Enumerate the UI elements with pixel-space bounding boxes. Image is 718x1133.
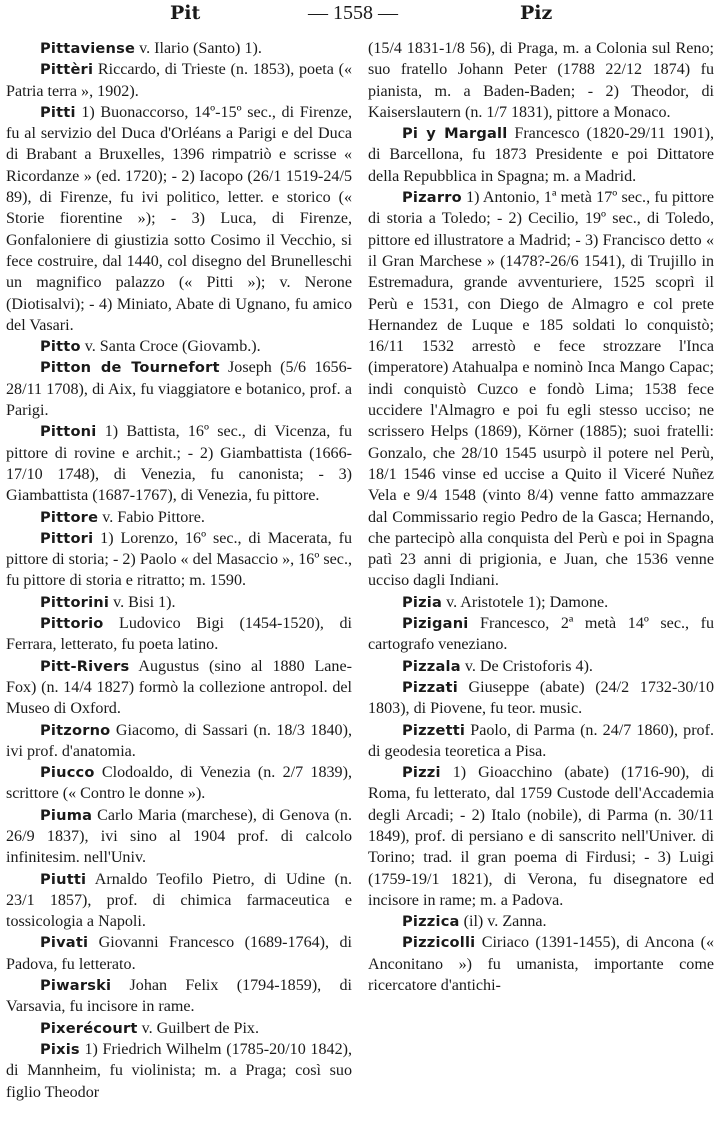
dictionary-entry [368, 932, 714, 996]
dictionary-entry [6, 421, 352, 506]
dictionary-entry [368, 123, 714, 187]
entry-text: (il) v. Zanna. [459, 913, 547, 931]
entry-headword: Pizigani [402, 615, 469, 633]
entry-text: 1) Buonaccorso, 14º-15º sec., di Firenze, fu al servizio del Duca d'Orléans a Parigi e del Duca di Brabant a Bruxelles, 1396 rimpatriò e scrisse « Ricordanze » (ed. 1720); - 2) Iacopo (26/1 1519-24/5 89), di Firenze, fu ivi politico, letter. e storico (« Storie fiorentine »); - 3) Luca, di Firenze, Gonfaloniere di giustizia sotto Cosimo il Vecchio, si fece costruire, dal 1440, col disegno del Brunelleschi un magnifico palazzo (« Pitti »); v. Nerone (Diotisalvi); - 4) Miniato, Abate di Ugnano, fu amico del Vasari. [6, 103, 352, 334]
entry-headword: Pixerécourt [40, 1019, 138, 1037]
dictionary-entry [6, 805, 352, 869]
dictionary-entry [368, 762, 714, 911]
entry-text: Francesco (1820-29/11 1901), di Barcellona, fu 1873 Presidente e poi Dittatore della Repubblica in Spagna; m. a Madrid. [368, 125, 715, 185]
entry-text: (15/4 1831-1/8 56), di Praga, m. a Colonia sul Reno; suo fratello Johann Peter (1788 22/12 1874) fu pianista, m. a Baden-Baden; - 2) Theodor, di Kaiserslautern (n. 1/7 1831), pittore a Monaco. [368, 40, 714, 121]
entry-headword: Pi y Margall [402, 125, 508, 143]
entry-text: Clodoaldo, di Venezia (n. 2/7 1839), scrittore (« Contro le donne »). [6, 764, 352, 803]
entry-headword: Pitzorno [40, 721, 111, 739]
entry-headword: Pizzati [402, 678, 458, 696]
page-number: — 1558 — [308, 2, 398, 24]
dictionary-entry [6, 656, 352, 720]
entry-headword: Pitto [40, 338, 81, 356]
entry-headword: Piuma [40, 806, 93, 824]
entry-headword: Pittore [40, 508, 99, 526]
entry-text: v. De Cristoforis 4). [460, 657, 593, 675]
header-right-guide-word: Piz [520, 2, 553, 24]
dictionary-entry [368, 656, 714, 677]
entry-headword: Pixis [40, 1040, 80, 1058]
entry-headword: Pitt-Rivers [40, 657, 130, 675]
entry-headword: Pizzicolli [402, 934, 476, 952]
entry-text: Giuseppe (abate) (24/2 1732-30/10 1803), di Piovene, fu teor. music. [368, 678, 714, 718]
entry-text: Paolo, di Parma (n. 24/7 1860), prof. di geodesia teoretica a Pisa. [368, 721, 714, 760]
entry-text: Ciriaco (1391-1455), di Ancona (« Anconitano ») fu umanista, importante come ricercatore d'antichi- [368, 934, 714, 995]
dictionary-entry [6, 38, 352, 59]
dictionary-entry [6, 869, 352, 933]
header-left-guide-word: Pit [170, 2, 201, 24]
entry-headword: Pittorio [40, 615, 104, 633]
entry-text: Augustus (sino al 1880 Lane-Fox) (n. 14/4 1827) formò la collezione antropol. del Museo di Oxford. [6, 657, 352, 718]
entry-text: Francesco, 2ª metà 14º sec., fu cartografo veneziano. [368, 615, 714, 654]
entry-headword: Pitti [40, 103, 76, 121]
left-column [6, 38, 352, 1103]
entry-headword: Pittaviense [40, 40, 136, 57]
dictionary-entry [6, 507, 352, 528]
right-column [368, 38, 714, 996]
dictionary-entry [6, 932, 352, 975]
entry-text: 1) Friedrich Wilhelm (1785-20/10 1842), di Mannheim, fu violinista; m. a Praga; così suo figlio Theodor [6, 1040, 352, 1101]
entry-text: v. Guilbert de Pix. [137, 1019, 259, 1037]
entry-headword: Pivati [40, 934, 89, 952]
dictionary-entry [6, 528, 352, 592]
entry-text: 1) Antonio, 1ª metà 17º sec., fu pittore di storia a Toledo; - 2) Cecilio, 19º sec., di Toledo, pittore ed illustratore a Madrid; - 3) Francisco detto « il Gran Marchese » (1478?-26/6 1541), di Trujillo in Estremadura, grande avventuriere, 1525 scoprì il Perù e 1531, con Diego de Almagro e col prete Hernandez de Luque e 185 soldati lo conquistò; 16/11 1532 arrestò e fece strozzare l'Inca (imperatore) Atahualpa e nominò Inca Mango Capac; indi conquistò Cuzco e fondò Lima; 1538 fece uccidere l'Almagro e poi fu egli stesso ucciso; ne scrissero Helps (1869), Körner (1885); suoi fratelli: Gonzalo, che 28/10 1545 usurpò il potere nel Perù, 18/1 1546 vinse ed uccise a Quito il Viceré Nuñez Vela e 9/4 1548 (vinto 8/4) venne fatto ammazzare dal Commissario regio Pedro de la Gasca; Hernando, che partecipò alla conquista del Perù e poi in Spagna patì 23 anni di prigionia, e Juan, che 1536 venne ucciso dagli Indiani. [368, 189, 714, 590]
dictionary-entry [368, 911, 714, 932]
entry-headword: Pittèri [40, 61, 94, 79]
entry-headword: Pizzi [402, 764, 441, 782]
dictionary-entry [6, 1018, 352, 1039]
entry-text: Joseph (5/6 1656-28/11 1708), di Aix, fu viaggiatore e botanico, prof. a Parigi. [6, 359, 352, 420]
page-header [0, 2, 718, 28]
entry-text: Giacomo, di Sassari (n. 18/3 1840), ivi prof. d'anatomia. [6, 721, 352, 760]
entry-text: Carlo Maria (marchese), di Genova (n. 26/9 1837), ivi sino al 1904 prof. di calcolo infinitesim. nell'Univ. [6, 806, 352, 867]
entry-headword: Piwarski [40, 977, 112, 995]
dictionary-entry [6, 1039, 352, 1103]
entry-headword: Pittori [40, 529, 94, 547]
entry-text: Johan Felix (1794-1859), di Varsavia, fu incisore in rame. [6, 977, 352, 1016]
dictionary-entry [6, 975, 352, 1018]
entry-headword: Pizzala [402, 657, 461, 675]
dictionary-entry [6, 357, 352, 421]
entry-headword: Pitton de Tournefort [40, 359, 220, 377]
entry-text: 1) Lorenzo, 16º sec., di Macerata, fu pittore di storia; - 2) Paolo « del Masaccio », 16º sec., fu pittore di storia e ritratto; m. 1590. [6, 529, 352, 590]
entry-text: Giovanni Francesco (1689-1764), di Padova, fu letterato. [6, 934, 352, 973]
dictionary-entry [368, 677, 714, 720]
entry-headword: Pittorini [40, 593, 110, 611]
dictionary-entry [6, 720, 352, 763]
dictionary-entry [6, 592, 352, 613]
dictionary-entry [368, 592, 714, 613]
entry-headword: Pizzica [402, 913, 460, 931]
entry-text: v. Ilario (Santo) 1). [135, 40, 262, 57]
dictionary-entry [368, 720, 714, 763]
entry-text: v. Santa Croce (Giovamb.). [80, 338, 261, 356]
dictionary-entry [368, 38, 714, 123]
entry-text: v. Aristotele 1); Damone. [442, 593, 609, 611]
entry-text: Ludovico Bigi (1454-1520), di Ferrara, letterato, fu poeta latino. [6, 615, 352, 654]
dictionary-entry [6, 336, 352, 357]
entry-text: v. Bisi 1). [109, 593, 176, 611]
entry-text: 1) Battista, 16º sec., di Vicenza, fu pittore di rovine e archit.; - 2) Giambattista (1666-17/10 1748), di Venezia, fu canonista; - 3) Giambattista (1687-1767), di Venezia, fu pittore. [6, 423, 352, 505]
dictionary-entry [6, 102, 352, 336]
entry-text: Riccardo, di Trieste (n. 1853), poeta (« Patria terra », 1902). [6, 61, 352, 100]
dictionary-entry [6, 762, 352, 805]
entry-headword: Piutti [40, 870, 87, 888]
entry-headword: Pizarro [402, 189, 462, 207]
dictionary-entry [368, 613, 714, 656]
dictionary-entry [6, 613, 352, 656]
entry-headword: Pizia [402, 593, 443, 611]
entry-text: Arnaldo Teofilo Pietro, di Udine (n. 23/1 1857), prof. di chimica farmaceutica e tossicologia a Napoli. [6, 870, 352, 931]
entry-headword: Pittoni [40, 423, 97, 441]
entry-text: 1) Gioacchino (abate) (1716-90), di Roma, fu letterato, dal 1759 Custode dell'Accademia degli Arcadi; - 2) Italo (nobile), di Parma (n. 30/11 1849), prof. di persiano e di sanscrito nell'Univer. di Torino; trad. il gran poema di Firdusi; - 3) Luigi (1759-19/1 1821), di Verona, fu disegnatore ed incisore in rame; m. a Padova. [368, 764, 714, 909]
dictionary-entry [6, 59, 352, 102]
dictionary-entry [368, 187, 714, 592]
entry-headword: Piucco [40, 764, 95, 782]
entry-text: v. Fabio Pittore. [98, 508, 205, 526]
entry-headword: Pizzetti [402, 721, 466, 739]
